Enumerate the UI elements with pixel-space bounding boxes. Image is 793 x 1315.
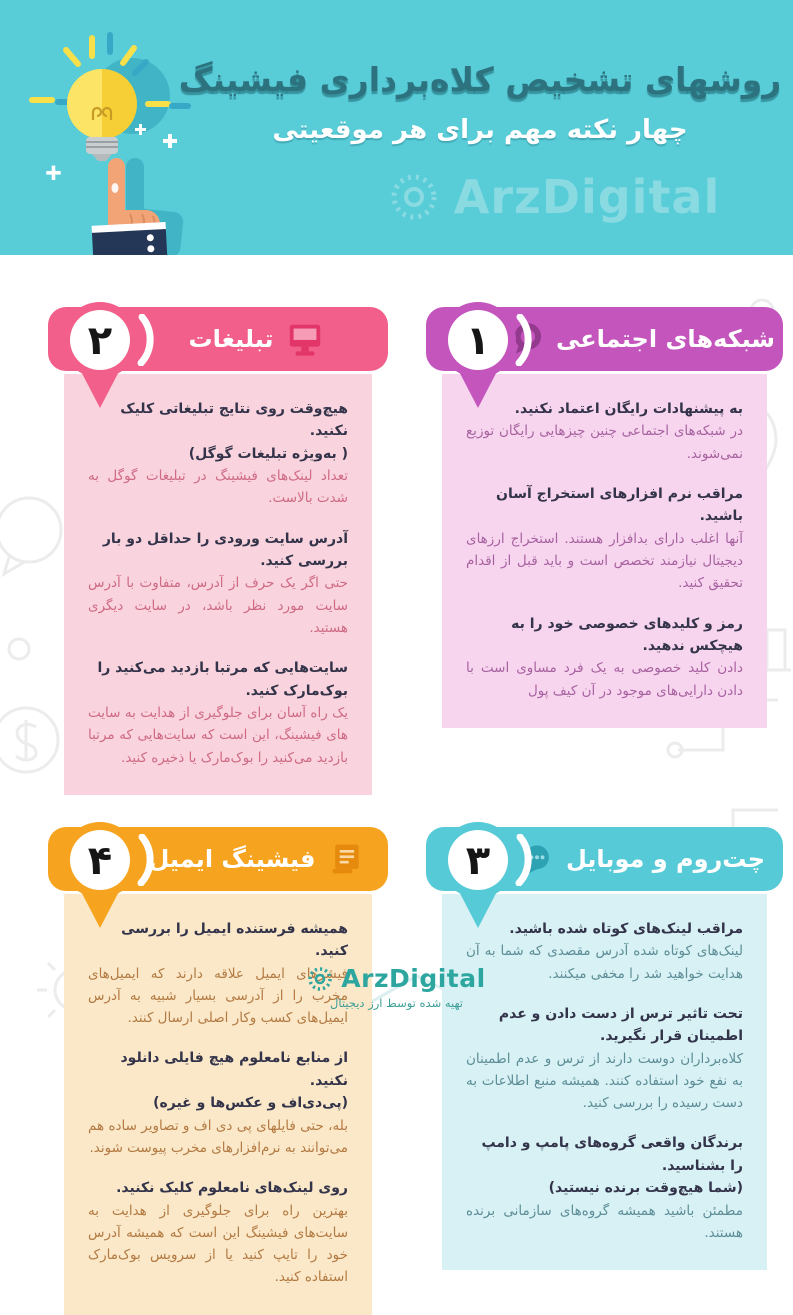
card-1-number: ۱: [465, 318, 491, 364]
section-heading: برندگان واقعی گروه‌های پامپ و دامپ را بشناسید.: [481, 1135, 743, 1174]
card-2-title: تبلیغات: [188, 325, 274, 353]
section-body: دادن کلید خصوصی به یک فرد مساوی است با دادن دارایی‌های موجود در آن کیف پول: [466, 660, 743, 699]
card-advertisements: [48, 307, 388, 795]
card-3-section-3: [466, 1132, 743, 1244]
card-1-title: شبکه‌های اجتماعی: [555, 325, 775, 353]
card-social-networks: [426, 307, 783, 795]
cards-grid: [0, 307, 793, 1315]
card-2-body: [64, 374, 372, 795]
section-heading: هیچ‌وقت روی نتایج تبلیغاتی کلیک نکنید.: [120, 401, 348, 440]
card-4-body: [64, 894, 372, 1315]
arzdigital-logo: [307, 964, 485, 993]
section-heading: همیشه فرستنده ایمیل را بررسی کنید.: [121, 920, 348, 960]
card-4-number: ۴: [87, 837, 113, 884]
section-body: آنها اغلب دارای بدافزار هستند. استخراج ارزهای دیجیتال نیازمند تخصص است و باید قبل از اقدام تحقیق کنید.: [466, 530, 743, 592]
card-4-title: فیشینگ ایمیل: [148, 844, 316, 873]
footer-logo-text: ArzDigital: [341, 964, 486, 993]
card-1-section-3: [466, 613, 743, 702]
footer-caption: تهیه شده توسط ارز دیجیتال: [330, 996, 463, 1010]
section-body: کلاه‌برداران دوست دارند از ترس و عدم اطمینان به نفع خود استفاده کنند. همیشه منبع اطلاعات به دست رسیده را بررسی کنید.: [466, 1050, 743, 1112]
section-heading: از منابع نامعلوم هیچ فایلی دانلود نکنید.: [120, 1050, 348, 1089]
section-heading: تحت تاثیر ترس از دست دادن و عدم اطمینان قرار نگیرید.: [498, 1005, 743, 1045]
card-2-section-3: [88, 657, 348, 769]
section-heading: مراقب نرم افزارهای استخراج آسان باشید.: [496, 485, 743, 525]
card-3-body: [442, 894, 767, 1270]
monitor-icon: [286, 320, 324, 358]
card-3-number-pin: [438, 820, 518, 932]
section-heading: آدرس سایت ورودی را حداقل دو بار بررسی کنید.: [102, 530, 348, 570]
card-2-number: ۲: [87, 318, 113, 364]
section-heading: سایت‌هایی که مرتبا بازدید می‌کنید را بوک‌مارک کنید.: [97, 660, 348, 699]
card-2-number-pin: [60, 300, 140, 412]
section-heading: روی لینک‌های نامعلوم کلیک نکنید.: [116, 1180, 348, 1197]
card-1-body: [442, 374, 767, 728]
card-3-number: ۳: [465, 837, 491, 884]
card-4-header: [48, 827, 388, 891]
footer: [0, 964, 793, 1010]
arzdigital-logo-icon: [307, 966, 333, 992]
card-email-phishing: [48, 827, 388, 1315]
section-body: بله، حتی فایلهای پی دی اف و تصاویر ساده هم می‌توانند به نرم‌افزارهای مخرب پیوست شوند.: [88, 1117, 348, 1156]
section-body: در شبکه‌های اجتماعی چنین چیزهایی رایگان توزیع نمی‌شوند.: [466, 423, 743, 462]
page-title: روشهای تشخیص کلاه‌برداری فیشینگ: [178, 60, 782, 99]
header-text-block: [175, 60, 785, 145]
card-3-section-2: [466, 1003, 743, 1115]
card-2-section-1: [88, 398, 348, 510]
card-chatroom-mobile: [426, 827, 783, 1315]
section-body: لینک‌های کوتاه شده آدرس مقصدی که شما به آن هدایت خواهید شد را مخفی میکنند.: [466, 943, 743, 982]
card-1-header: [426, 307, 783, 371]
card-2-section-2: [88, 528, 348, 640]
section-heading: به پیشنهادات رایگان اعتماد نکنید.: [514, 401, 743, 417]
card-1-number-pin: [438, 300, 518, 412]
section-heading: رمز و کلیدهای خصوصی خود را به هیچکس ندهید.: [511, 615, 743, 654]
page-subtitle: چهار نکته مهم برای هر موقعیتی: [272, 115, 688, 145]
section-body: تعداد لینک‌های فیشینگ در تبلیغات گوگل به شدت بالاست.: [88, 468, 348, 507]
section-subheading: (شما هیچ‌وقت برنده نیستید): [548, 1180, 743, 1197]
card-2-header: [48, 307, 388, 371]
card-4-section-2: [88, 1047, 348, 1159]
header-banner: [0, 0, 793, 255]
section-body: یک راه آسان برای جلوگیری از هدایت به سایت های فیشینگ، این است که سایت‌هایی که مرتبا بازدید می‌کنید را بوک‌مارک یا ذخیره کنید.: [88, 705, 348, 766]
section-body: بهترین راه برای جلوگیری از هدایت به سایت‌های فیشینگ این است که همیشه آدرس خود را تایپ کنید یا از سرویس بوک‌مارک استفاده کنید.: [88, 1202, 348, 1286]
card-3-header: [426, 827, 783, 891]
section-heading: مراقب لینک‌های کوتاه شده باشید.: [509, 920, 743, 937]
section-subheading: (پی‌دی‌اف و عکس‌ها و غیره): [153, 1095, 348, 1112]
card-4-number-pin: [60, 820, 140, 932]
card-3-title: چت‌روم و موبایل: [565, 844, 766, 873]
email-document-icon: [328, 841, 364, 877]
section-body: مطمئن باشید همیشه گروه‌های سازمانی برنده هستند.: [466, 1202, 743, 1241]
card-1-section-2: [466, 483, 743, 595]
arzdigital-watermark: [330, 165, 778, 229]
watermark-text: ArzDigital: [453, 170, 721, 224]
section-body: حتی اگر یک حرف از آدرس، متفاوت با آدرس سایت مورد نظر باشد، در سایت دیگری هستید.: [88, 575, 348, 637]
section-body: فیشرهای ایمیل علاقه دارند که ایمیل‌های مخرب را از آدرسی بسیار شبیه به آدرس ایمیل‌های کسب وکار اصلی ارسال کنند.: [88, 965, 348, 1027]
section-subheading: ( به‌ویژه تبلیغات گوگل): [188, 445, 348, 462]
card-4-section-3: [88, 1177, 348, 1288]
arzdigital-watermark-icon: [388, 171, 440, 223]
